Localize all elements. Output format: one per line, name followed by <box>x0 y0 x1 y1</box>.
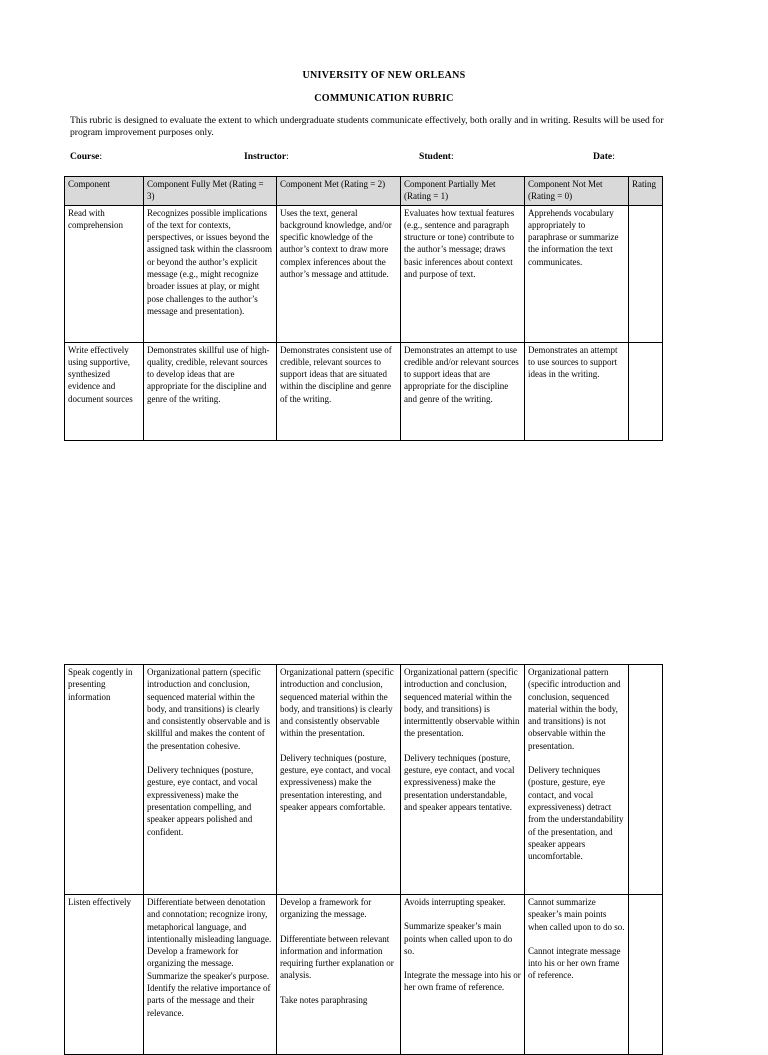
met-cell <box>277 205 401 342</box>
cell-paragraph: Delivery techniques (posture, gesture, eye contact, and vocal expressiveness) make the presentation interesting, and speaker appears comfortable. <box>280 752 391 812</box>
table-row <box>65 895 663 1055</box>
not-met-cell <box>525 895 629 1055</box>
component-cell: Speak cogently in presenting information <box>65 665 144 895</box>
cell-paragraph: Cannot summarize speaker’s main points when called upon to do so. <box>528 897 625 932</box>
met-cell <box>277 665 401 895</box>
cell-paragraph: Delivery techniques (posture, gesture, eye contact, and vocal expressiveness) make the presentation compelling, and speaker appears polished and confident. <box>147 765 258 837</box>
met-cell <box>277 342 401 440</box>
rating-cell[interactable] <box>629 895 663 1055</box>
fully-met-cell <box>144 342 277 440</box>
rating-cell[interactable] <box>629 342 663 440</box>
met-cell <box>277 895 401 1055</box>
header-component: Component <box>65 177 144 206</box>
not-met-cell <box>525 342 629 440</box>
cell-paragraph: Uses the text, general background knowledge, and/or specific knowledge of the author’s context to draw more complex inferences about the author’s message and attitude. <box>280 207 392 280</box>
cell-paragraph: Organizational pattern (specific introduction and conclusion, sequenced material within the body, and transitions) is clearly and consistently observable and is skillful and makes the content of the presentation cohesive. <box>147 667 270 751</box>
cell-paragraph: Cannot integrate message into his or her own frame of reference. <box>528 945 621 981</box>
rubric-table <box>64 176 663 441</box>
cell-paragraph: Integrate the message into his or her own frame of reference. <box>404 970 521 993</box>
table-header-row <box>65 177 663 206</box>
cell-paragraph: Delivery techniques (posture, gesture, eye contact, and vocal expressiveness) detract from the understandability of the presentation, and speaker appears uncomfortable. <box>528 765 624 862</box>
course-field: Course: <box>70 151 102 162</box>
cell-paragraph: Avoids interrupting speaker. <box>404 897 506 907</box>
component-cell: Read with comprehension <box>65 205 144 342</box>
fully-met-cell <box>144 895 277 1055</box>
student-field: Student: <box>419 151 454 162</box>
fully-met-cell <box>144 205 277 342</box>
partially-met-cell <box>401 205 525 342</box>
cell-paragraph: Demonstrates skillful use of high-quality, credible, relevant sources to develop ideas that are appropriate for the discipline and genre of the writing. <box>147 344 270 404</box>
table-row <box>65 342 663 440</box>
header-rating: Rating <box>629 177 663 206</box>
cell-paragraph: Demonstrates an attempt to use sources to support ideas in the writing. <box>528 344 618 380</box>
table-row <box>65 665 663 895</box>
rating-cell[interactable] <box>629 205 663 342</box>
cell-paragraph: Differentiate between denotation and connotation; recognize irony, metaphorical language, and intentionally misleading language. Develop a framework for organizing the message. Summarize the speaker's purpose. Identify the relative importance of parts of the message and their relevance. <box>147 897 272 1018</box>
cell-paragraph: Organizational pattern (specific introduction and conclusion, sequenced material within the body, and transitions) is clearly and consistently observable within the presentation. <box>280 667 394 739</box>
cell-paragraph: Delivery techniques (posture, gesture, eye contact, and vocal expressiveness) make the presentation understandable, and speaker appears tentative. <box>404 752 515 812</box>
partially-met-cell <box>401 342 525 440</box>
partially-met-cell <box>401 665 525 895</box>
cell-paragraph: Develop a framework for organizing the message. <box>280 897 372 920</box>
intro-paragraph: This rubric is designed to evaluate the extent to which undergraduate students communicate effectively, both orally and in writing. Results will be used for program improvement purposes only. <box>70 115 664 138</box>
instructor-field: Instructor: <box>244 151 289 162</box>
cell-paragraph: Demonstrates an attempt to use credible and/or relevant sources to support ideas that are appropriate for the discipline and genre of the writing. <box>404 344 519 404</box>
date-field: Date: <box>593 151 615 162</box>
header-met: Component Met (Rating = 2) <box>277 177 401 206</box>
header-not-met: Component Not Met (Rating = 0) <box>525 177 629 206</box>
rubric-table-continued <box>64 664 663 1055</box>
cell-paragraph: Recognizes possible implications of the text for contexts, perspectives, or issues beyond the assigned task within the classroom or beyond the author’s explicit message (e.g., might recognize broader issues at play, or might pose challenges to the author’s message and presentation). <box>147 207 272 316</box>
partially-met-cell <box>401 895 525 1055</box>
header-fully-met: Component Fully Met (Rating = 3) <box>144 177 277 206</box>
not-met-cell <box>525 665 629 895</box>
table-row <box>65 205 663 342</box>
cell-paragraph: Organizational pattern (specific introduction and conclusion, sequenced material within the body, and transitions) is intermittently observable within the presentation. <box>404 667 520 739</box>
cell-paragraph: Differentiate between relevant information and information requiring further explanation or analysis. <box>280 933 394 981</box>
cell-paragraph: Organizational pattern (specific introduction and conclusion, sequenced material within the body, and transitions) is not observable within the presentation. <box>528 667 621 751</box>
cell-paragraph: Evaluates how textual features (e.g., sentence and paragraph structure or tone) contribute to the author’s message; draws basic inferences about context and purpose of text. <box>404 207 515 280</box>
component-cell: Listen effectively <box>65 895 144 1055</box>
university-title: UNIVERSITY OF NEW ORLEANS <box>302 70 466 81</box>
component-cell: Write effectively using supportive, synthesized evidence and document sources <box>65 342 144 440</box>
cell-paragraph: Demonstrates consistent use of credible, relevant sources to support ideas that are situated within the discipline and genre of the writing. <box>280 344 392 404</box>
rating-cell[interactable] <box>629 665 663 895</box>
cell-paragraph: Take notes paraphrasing <box>280 994 368 1005</box>
fully-met-cell <box>144 665 277 895</box>
header-partially-met: Component Partially Met (Rating = 1) <box>401 177 525 206</box>
not-met-cell <box>525 205 629 342</box>
rubric-title: COMMUNICATION RUBRIC <box>314 93 454 104</box>
cell-paragraph: Summarize speaker’s main points when called upon to do so. <box>404 921 513 956</box>
cell-paragraph: Apprehends vocabulary appropriately to paraphrase or summarize the information the text communicates. <box>528 207 619 267</box>
